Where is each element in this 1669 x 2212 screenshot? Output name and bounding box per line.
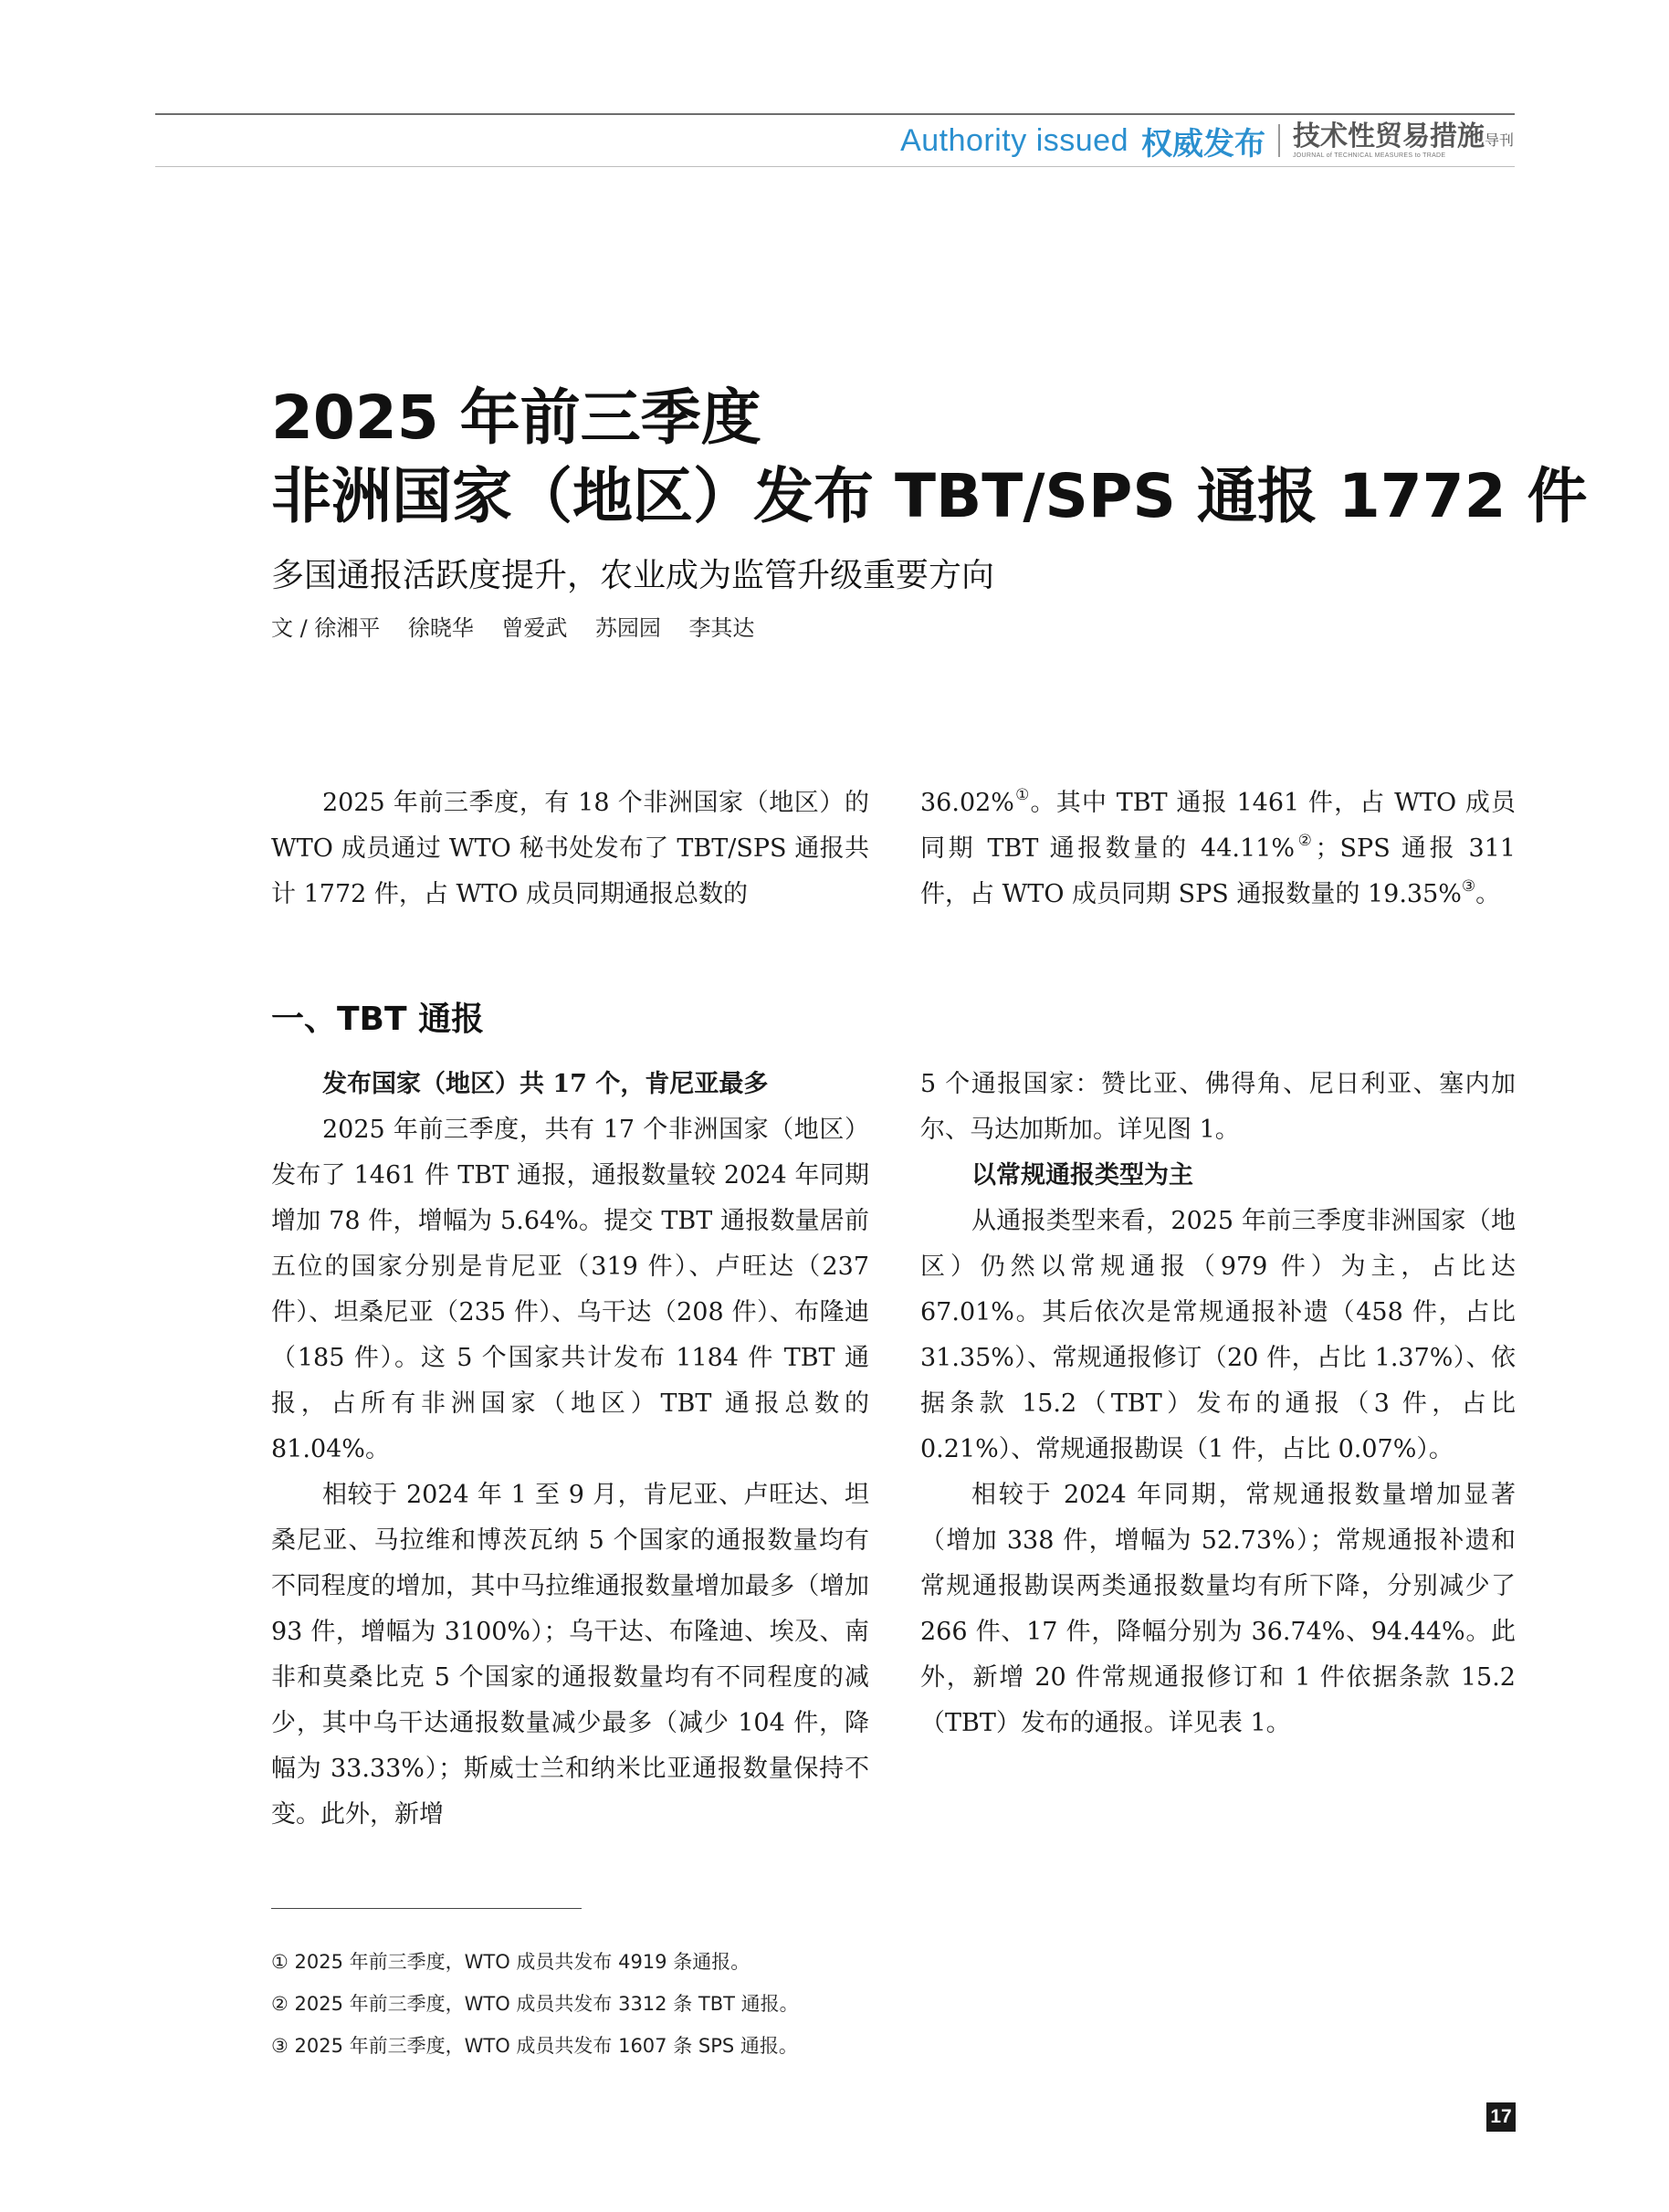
- body-right-column: [920, 1062, 1516, 1746]
- journal-name: [1292, 120, 1514, 152]
- intro-paragraph: 2025 年前三季度，有 18 个非洲国家（地区）的 WTO 成员通过 WTO 秘书处发布了 TBT/SPS 通报共计 1772 件，占 WTO 成员同期通报总数的: [271, 789, 869, 908]
- intro-text-b: 。其中 TBT 通报 1461 件，占 WTO 成员同期 TBT 通报数量的 44.11%: [920, 789, 1516, 863]
- footnote-ref-2: ②: [1295, 832, 1316, 850]
- paragraph-countries: 2025 年前三季度，共有 17 个非洲国家（地区）发布了 1461 件 TBT 通报，通报数量较 2024 年同期增加 78 件，增幅为 5.64%。提交 TBT 通报数量居前五位的国家分别是肯尼亚（319 件）、卢旺达（237 件）、坦桑尼亚（235 件）、乌干达（208 件）、布隆迪（185 件）。这 5 个国家共计发布 1184 件 TBT 通报，占所有非洲国家（地区）TBT 通报总数的 81.04%。: [271, 1116, 869, 1463]
- paragraph-types-comparison: 相较于 2024 年同期，常规通报数量增加显著（增加 338 件，增幅为 52.73%）；常规通报补遗和常规通报勘误两类通报数量均有所下降，分别减少了 266 件、17 件，降幅分别为 36.74%、94.44%。此外，新增 20 件常规通报修订和 1 件依据条款 15.2（TBT）发布的通报。详见表 1。: [920, 1481, 1516, 1737]
- article-title: [271, 382, 1588, 539]
- article-subtitle: 多国通报活跃度提升，农业成为监管升级重要方向: [271, 557, 995, 594]
- header-rule-top: [155, 113, 1515, 115]
- intro-text-c: ；SPS 通报 311 件，占 WTO 成员同期 SPS 通报数量的 19.35%: [920, 834, 1516, 908]
- running-header: [900, 121, 1514, 161]
- paragraph-types: 从通报类型来看，2025 年前三季度非洲国家（地区）仍然以常规通报（979 件）为主，占比达 67.01%。其后依次是常规通报补遗（458 件，占比 31.35%）、常规通报修订（20 件，占比 1.37%）、依据条款 15.2（TBT）发布的通报（3 件，占比 0.21%）、常规通报勘误（1 件，占比 0.07%）。: [920, 1207, 1516, 1463]
- journal-name-main: 技术性贸易措施: [1292, 120, 1485, 152]
- intro-left-column: [271, 781, 869, 917]
- intro-right-column: [920, 781, 1516, 917]
- page-number: 17: [1486, 2102, 1516, 2132]
- journal-english-name: JOURNAL of TECHNICAL MEASURES to TRADE: [1292, 152, 1446, 159]
- intro-text-a: 36.02%: [920, 789, 1014, 817]
- footnote-ref-3: ③: [1461, 877, 1476, 896]
- header-english: Authority issued: [900, 122, 1128, 158]
- journal-logo: [1292, 120, 1514, 159]
- footnote-rule: [271, 1908, 582, 1909]
- intro-paragraph-continued: [920, 781, 1516, 917]
- paragraph-comparison: 相较于 2024 年 1 至 9 月，肯尼亚、卢旺达、坦桑尼亚、马拉维和博茨瓦纳 5 个国家的通报数量均有不同程度的增加，其中马拉维通报数量增加最多（增加 93 件，增幅为 3100%）；乌干达、布隆迪、埃及、南非和莫桑比克 5 个国家的通报数量均有不同程度的减少，其中乌干达通报数量减少最多（减少 104 件，降幅为 33.33%）；斯威士兰和纳米比亚通报数量保持不变。此外，新增: [271, 1481, 869, 1829]
- header-divider: [1278, 124, 1280, 157]
- footnote-1: ① 2025 年前三季度，WTO 成员共发布 4919 条通报。: [271, 1951, 751, 1973]
- intro-text-d: 。: [1475, 880, 1501, 908]
- title-line-1: 2025 年前三季度: [271, 383, 761, 453]
- title-line-2: 非洲国家（地区）发布 TBT/SPS 通报 1772 件: [271, 461, 1588, 531]
- journal-name-suffix: 导刊: [1484, 131, 1514, 149]
- subheading-countries: 发布国家（地区）共 17 个，肯尼亚最多: [322, 1070, 769, 1098]
- footnotes: [271, 1941, 799, 2067]
- header-rule-bottom: [155, 166, 1515, 167]
- subheading-types: 以常规通报类型为主: [971, 1161, 1193, 1190]
- paragraph-comparison-continued: 5 个通报国家：赞比亚、佛得角、尼日利亚、塞内加尔、马达加斯加。详见图 1。: [920, 1070, 1516, 1144]
- header-chinese: 权威发布: [1140, 125, 1265, 162]
- footnote-ref-1: ①: [1013, 786, 1031, 804]
- body-left-column: [271, 1062, 869, 1838]
- section-heading: 一、TBT 通报: [271, 1001, 485, 1038]
- footnote-3: ③ 2025 年前三季度，WTO 成员共发布 1607 条 SPS 通报。: [271, 2035, 798, 2057]
- footnote-2: ② 2025 年前三季度，WTO 成员共发布 3312 条 TBT 通报。: [271, 1993, 799, 2015]
- author-byline: 文 / 徐湘平 徐晓华 曾爱武 苏园园 李其达: [271, 615, 755, 641]
